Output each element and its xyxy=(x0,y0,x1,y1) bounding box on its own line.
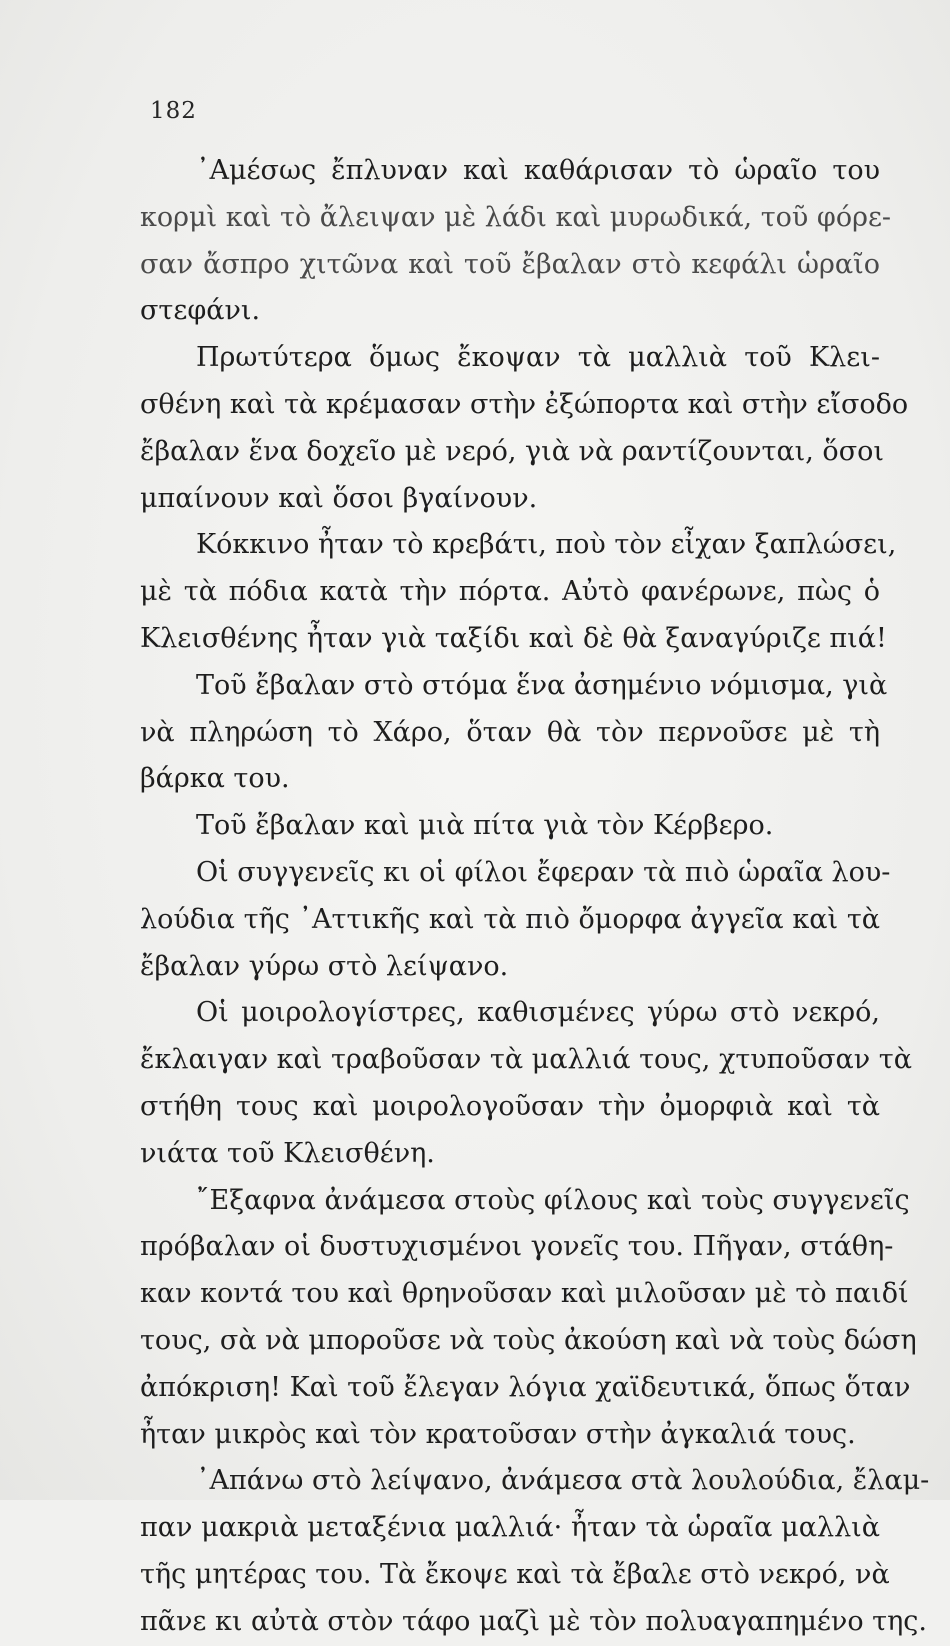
text-line: σαν ἄσπρο χιτῶνα καὶ τοῦ ἔβαλαν στὸ κεφάλι ὡραῖο xyxy=(140,248,880,280)
text-line: νὰ πληρώση τὸ Χάρο, ὅταν θὰ τὸν περνοῦσε μὲ τὴ xyxy=(140,716,880,748)
text-line: τους, σὰ νὰ μποροῦσε νὰ τοὺς ἀκούση καὶ νὰ τοὺς δώση xyxy=(140,1324,917,1356)
text-line: Τοῦ ἔβαλαν στὸ στόμα ἕνα ἀσημένιο νόμισμα, γιὰ xyxy=(196,669,888,701)
text-line: παν μακριὰ μεταξένια μαλλιά· ἦταν τὰ ὡραῖα μαλλιὰ xyxy=(140,1512,880,1544)
paragraph-2 xyxy=(140,335,909,522)
text-line: βάρκα του. xyxy=(140,763,290,795)
text-line: Πρωτύτερα ὅμως ἔκοψαν τὰ μαλλιὰ τοῦ Κλει- xyxy=(196,342,880,374)
text-line: πρόβαλαν οἱ δυστυχισμένοι γονεῖς του. Πῆγαν, στάθη- xyxy=(140,1231,894,1263)
body-text xyxy=(140,148,930,1646)
paragraph-7 xyxy=(140,990,912,1177)
paragraph-8 xyxy=(140,1178,917,1459)
text-line: Οἱ μοιρολογίστρες, καθισμένες γύρω στὸ νεκρό, xyxy=(196,997,880,1029)
text-line: Κλεισθένης ἦταν γιὰ ταξίδι καὶ δὲ θὰ ξαναγύριζε πιά! xyxy=(140,622,887,654)
text-line: ῎Εξαφνα ἀνάμεσα στοὺς φίλους καὶ τοὺς συγγενεῖς xyxy=(196,1184,910,1216)
text-line: τῆς μητέρας του. Τὰ ἔκοψε καὶ τὰ ἔβαλε στὸ νεκρό, νὰ xyxy=(140,1558,890,1590)
text-line: ἔβαλαν ἕνα δοχεῖο μὲ νερό, γιὰ νὰ ραντίζουνται, ὅσοι xyxy=(140,435,884,467)
page-number: 182 xyxy=(150,98,197,124)
text-line: Τοῦ ἔβαλαν καὶ μιὰ πίτα γιὰ τὸν Κέρβερο. xyxy=(196,810,774,842)
text-line: ᾿Απάνω στὸ λείψανο, ἀνάμεσα στὰ λουλούδια, ἔλαμ- xyxy=(196,1465,930,1497)
text-line: σθένη καὶ τὰ κρέμασαν στὴν ἐξώπορτα καὶ στὴν εἴσοδο xyxy=(140,388,909,420)
text-line: στεφάνι. xyxy=(140,295,261,327)
text-line: κορμὶ καὶ τὸ ἄλειψαν μὲ λάδι καὶ μυρωδικά, τοῦ φόρε- xyxy=(140,201,892,233)
paragraph-3 xyxy=(140,522,897,662)
text-line: μπαίνουν καὶ ὅσοι βγαίνουν. xyxy=(140,482,538,514)
text-line: Οἱ συγγενεῖς κι οἱ φίλοι ἔφεραν τὰ πιὸ ὡραῖα λου- xyxy=(196,856,891,888)
text-line: πᾶνε κι αὐτὰ στὸν τάφο μαζὶ μὲ τὸν πολυαγαπημένο της. xyxy=(140,1605,927,1637)
text-line: νιάτα τοῦ Κλεισθένη. xyxy=(140,1137,435,1169)
paragraph-6 xyxy=(140,850,891,990)
text-line: ἦταν μικρὸς καὶ τὸν κρατοῦσαν στὴν ἀγκαλιά τους. xyxy=(140,1418,856,1450)
paragraph-4 xyxy=(140,663,888,803)
text-line: λούδια τῆς ᾿Αττικῆς καὶ τὰ πιὸ ὄμορφα ἀγγεῖα καὶ τὰ xyxy=(140,903,880,935)
text-line: μὲ τὰ πόδια κατὰ τὴν πόρτα. Αὐτὸ φανέρωνε, πὼς ὁ xyxy=(140,576,880,608)
text-line: καν κοντά του καὶ θρηνοῦσαν καὶ μιλοῦσαν μὲ τὸ παιδί xyxy=(140,1278,909,1310)
paragraph-9 xyxy=(140,1458,930,1645)
text-line: ἔκλαιγαν καὶ τραβοῦσαν τὰ μαλλιά τους, χτυποῦσαν τὰ xyxy=(140,1044,912,1076)
text-line: ᾿Αμέσως ἔπλυναν καὶ καθάρισαν τὸ ὡραῖο του xyxy=(196,155,880,186)
text-line: στήθη τους καὶ μοιρολογοῦσαν τὴν ὀμορφιὰ καὶ τὰ xyxy=(140,1090,880,1122)
text-line: ἀπόκριση! Καὶ τοῦ ἔλεγαν λόγια χαϊδευτικά, ὅπως ὅταν xyxy=(140,1371,911,1403)
text-line: ἔβαλαν γύρω στὸ λείψανο. xyxy=(140,950,509,982)
text-line: Κόκκινο ἦταν τὸ κρεβάτι, ποὺ τὸν εἶχαν ξαπλώσει, xyxy=(196,529,897,561)
paragraph-1 xyxy=(140,148,892,335)
paragraph-5 xyxy=(140,803,880,850)
